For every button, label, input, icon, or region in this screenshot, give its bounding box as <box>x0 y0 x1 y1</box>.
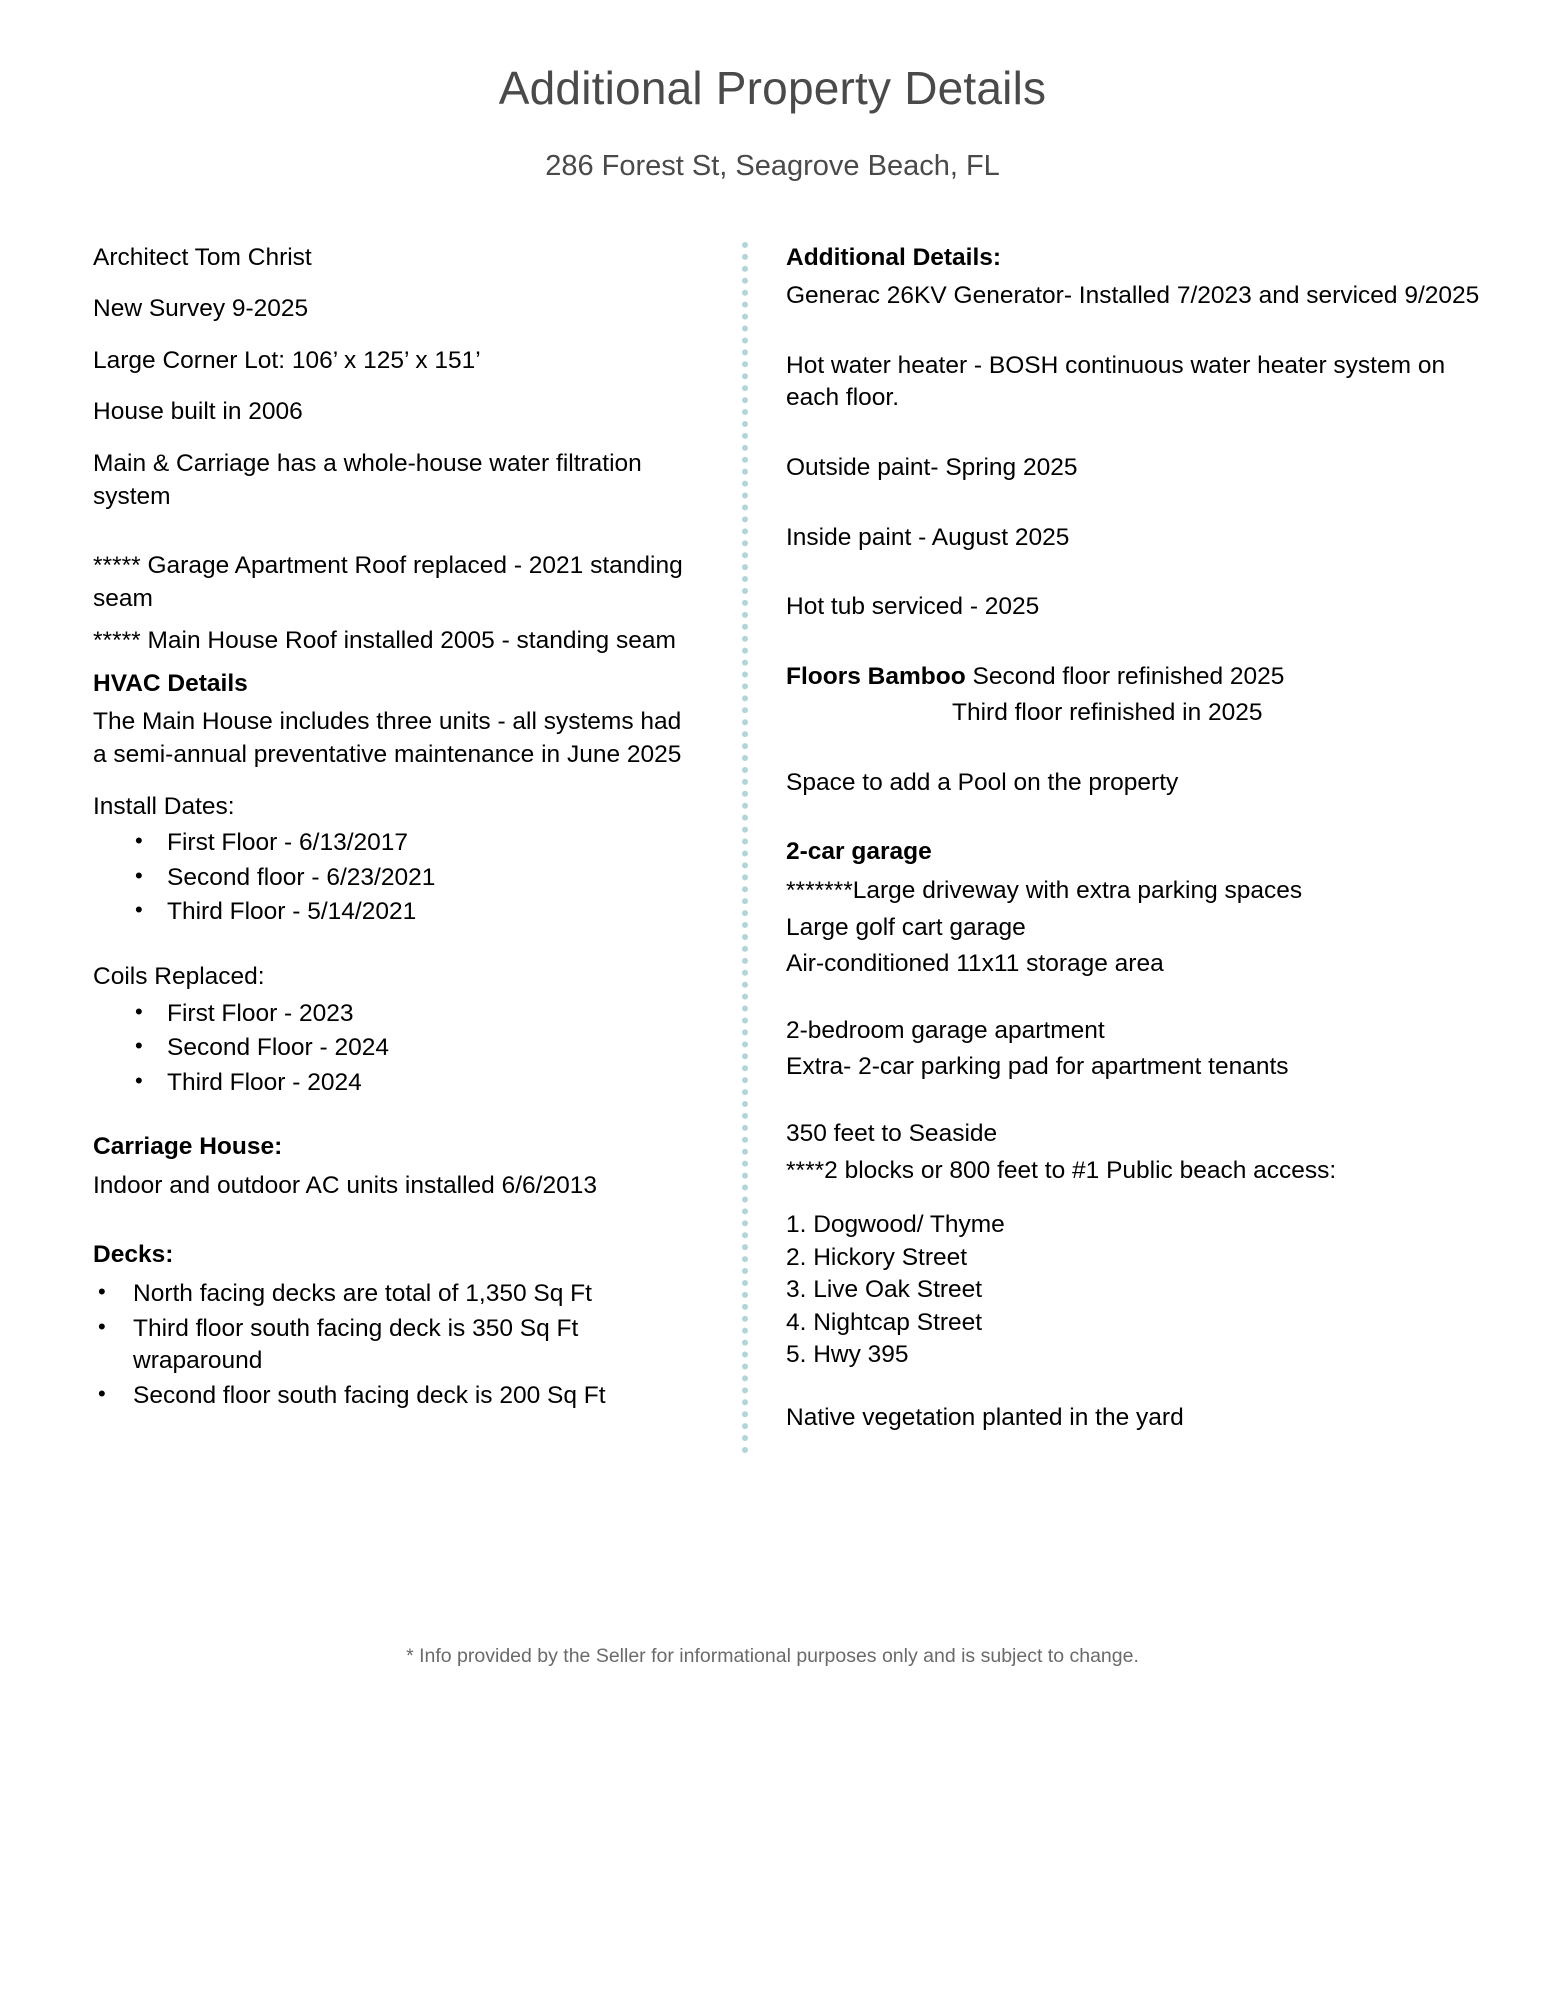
spacer <box>786 434 1485 452</box>
list-item: • Second floor south facing deck is 200 Sq Ft <box>93 1380 698 1413</box>
coils-replaced-label: Coils Replaced: <box>93 962 265 990</box>
list-item: • First Floor - 6/13/2017 <box>93 827 698 860</box>
dotted-line <box>742 242 748 1454</box>
floors-bamboo-line <box>786 661 1485 694</box>
seaside-distance-line: 350 feet to Seaside <box>786 1119 998 1147</box>
content-columns <box>0 242 1545 1454</box>
water-heater-line: Hot water heater - BOSH continuous water heater system on each floor. <box>786 351 1446 412</box>
beach-access-intro: ****2 blocks or 800 feet to #1 Public beach access: <box>786 1156 1337 1184</box>
garage-roof-line: ***** Garage Apartment Roof replaced - 2021 standing seam <box>93 552 683 612</box>
spacer <box>93 1101 698 1131</box>
garage-heading: 2-car garage <box>786 838 932 866</box>
spacer <box>786 1191 1485 1209</box>
spacer <box>786 749 1485 767</box>
list-item: • Second Floor - 2024 <box>93 1032 698 1065</box>
additional-details-heading: Additional Details: <box>786 243 1002 271</box>
list-item: 1. Dogwood/ Thyme <box>786 1211 1005 1239</box>
list-item: • First Floor - 2023 <box>93 998 698 1031</box>
spacer <box>93 532 698 550</box>
beach-access-list <box>786 1209 1485 1372</box>
spacer <box>786 1372 1485 1402</box>
list-item: • Third Floor - 5/14/2021 <box>93 896 698 929</box>
garage-apartment-line: 2-bedroom garage apartment <box>786 1016 1105 1044</box>
right-column <box>772 242 1485 1454</box>
left-column <box>93 242 718 1415</box>
spacer <box>786 1088 1485 1118</box>
carriage-house-line: Indoor and outdoor AC units installed 6/6/2013 <box>93 1171 597 1199</box>
list-item: • North facing decks are total of 1,350 Sq Ft <box>93 1278 698 1311</box>
spacer <box>93 1221 698 1239</box>
spacer <box>786 504 1485 522</box>
spacer <box>786 818 1485 836</box>
golf-cart-garage-line: Large golf cart garage <box>786 913 1026 941</box>
inside-paint-line: Inside paint - August 2025 <box>786 523 1070 551</box>
floors-bamboo-second: Second floor refinished 2025 <box>965 662 1285 690</box>
floors-bamboo-label: Floors Bamboo <box>786 662 966 690</box>
lot-size-line: Large Corner Lot: 106’ x 125’ x 151’ <box>93 346 481 374</box>
floors-bamboo-third: Third floor refinished in 2025 <box>952 699 1263 727</box>
spacer <box>786 985 1485 1015</box>
hot-tub-line: Hot tub serviced - 2025 <box>786 593 1040 621</box>
native-vegetation-line: Native vegetation planted in the yard <box>786 1403 1184 1431</box>
driveway-line: *******Large driveway with extra parking spaces <box>786 877 1303 905</box>
decks-heading: Decks: <box>93 1241 174 1269</box>
list-item: 2. Hickory Street <box>786 1243 968 1271</box>
footer-disclaimer: * Info provided by the Seller for informational purposes only and is subject to change. <box>406 1645 1139 1667</box>
year-built-line: House built in 2006 <box>93 398 303 426</box>
floors-bamboo-third-line <box>786 697 1485 730</box>
list-item: 3. Live Oak Street <box>786 1276 983 1304</box>
column-divider <box>718 242 772 1454</box>
page-subtitle: 286 Forest St, Seagrove Beach, FL <box>545 149 1000 182</box>
generator-line: Generac 26KV Generator- Installed 7/2023 and serviced 9/2025 <box>786 282 1480 310</box>
architect-line: Architect Tom Christ <box>93 243 312 271</box>
spacer <box>786 573 1485 591</box>
list-item: • Third Floor - 2024 <box>93 1067 698 1100</box>
storage-area-line: Air-conditioned 11x11 storage area <box>786 950 1164 978</box>
outside-paint-line: Outside paint- Spring 2025 <box>786 454 1078 481</box>
hvac-intro-line: The Main House includes three units - all systems had a semi-annual preventative maintenance in June 2025 <box>93 708 682 769</box>
main-roof-line: ***** Main House Roof installed 2005 - standing seam <box>93 627 676 655</box>
survey-line: New Survey 9-2025 <box>93 295 309 323</box>
carriage-house-heading: Carriage House: <box>93 1133 283 1161</box>
page-title: Additional Property Details <box>498 62 1047 114</box>
install-dates-label: Install Dates: <box>93 792 235 820</box>
list-item: • Third floor south facing deck is 350 Sq Ft wraparound <box>93 1313 698 1378</box>
water-filtration-line: Main & Carriage has a whole-house water filtration system <box>93 450 642 510</box>
hvac-details-heading: HVAC Details <box>93 669 248 697</box>
spacer <box>93 931 698 961</box>
spacer <box>786 332 1485 350</box>
spacer <box>786 643 1485 661</box>
coils-replaced-list <box>93 998 698 1100</box>
decks-list <box>93 1278 698 1412</box>
pool-line: Space to add a Pool on the property <box>786 768 1179 796</box>
page-header <box>0 0 1545 184</box>
list-item: • Second floor - 6/23/2021 <box>93 862 698 895</box>
install-dates-list <box>93 827 698 929</box>
list-item: 5. Hwy 395 <box>786 1341 909 1369</box>
parking-pad-line: Extra- 2-car parking pad for apartment tenants <box>786 1053 1289 1081</box>
list-item: 4. Nightcap Street <box>786 1308 983 1336</box>
